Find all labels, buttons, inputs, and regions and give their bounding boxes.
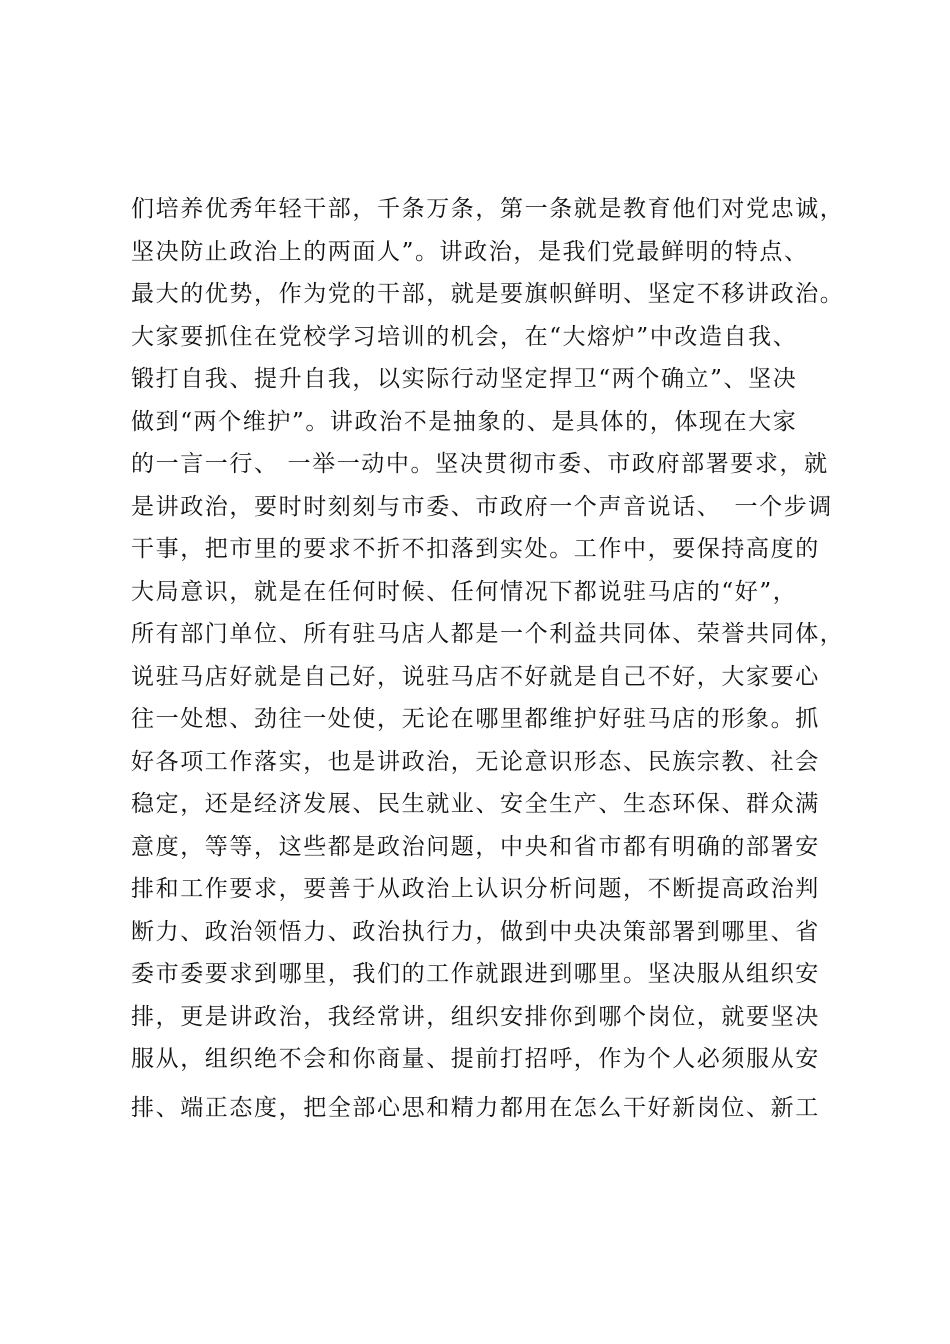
text-line: 排，更是讲政治，我经常讲，组织安排你到哪个岗位，就要坚决 [131, 1003, 820, 1030]
text-line: 的一言一行、 一举一动中。坚决贯彻市委、市政府部署要求，就 [131, 451, 829, 477]
text-line: 往一处想、劲往一处使，无论在哪里都维护好驻马店的形象。抓 [131, 706, 820, 732]
text-line: 们培养优秀年轻干部，千条万条，第一条就是教育他们对党忠诚， [131, 196, 845, 222]
text-line: 断力、政治领悟力、政治执行力，做到中央决策部署到哪里、省 [131, 918, 820, 945]
text-line: 最大的优势，作为党的干部，就是要旗帜鲜明、坚定不移讲政治。 [131, 281, 845, 307]
text-line: 干事，把市里的要求不折不扣落到实处。工作中，要保持高度的 [131, 536, 820, 562]
text-line: 意度，等等，这些都是政治问题，中央和省市都有明确的部署安 [131, 833, 820, 860]
text-line: 排、端正态度，把全部心思和精力都用在怎么干好新岗位、新工 [131, 1094, 820, 1121]
text-line: 锻打自我、提升自我，以实际行动坚定捍卫“两个确立”、坚决 [131, 366, 798, 392]
text-line: 大局意识，就是在任何时候、任何情况下都说驻马店的“好”， [131, 578, 798, 605]
text-line: 稳定，还是经济发展、民生就业、安全生产、生态环保、群众满 [131, 791, 820, 817]
text-line: 是讲政治，要时时刻刻与市委、市政府一个声音说话、 一个步调 [131, 493, 833, 520]
body-text [131, 188, 845, 1129]
text-line: 排和工作要求，要善于从政治上认识分析问题，不断提高政治判 [131, 876, 820, 902]
text-line: 服从，组织绝不会和你商量、提前打招呼，作为个人必须服从安 [131, 1046, 820, 1072]
text-line: 说驻马店好就是自己好，说驻马店不好就是自己不好，大家要心 [131, 663, 820, 690]
text-line: 坚决防止政治上的两面人”。讲政治，是我们党最鲜明的特点、 [131, 238, 809, 265]
text-line: 好各项工作落实，也是讲政治，无论意识形态、民族宗教、社会 [131, 748, 820, 775]
text-line: 所有部门单位、所有驻马店人都是一个利益共同体、荣誉共同体， [131, 621, 845, 647]
text-line: 大家要抓住在党校学习培训的机会，在“大熔炉”中改造自我、 [131, 323, 798, 350]
text-line: 委市委要求到哪里，我们的工作就跟进到哪里。坚决服从组织安 [131, 961, 820, 987]
text-line: 做到“两个维护”。讲政治不是抽象的、是具体的，体现在大家 [131, 408, 798, 435]
